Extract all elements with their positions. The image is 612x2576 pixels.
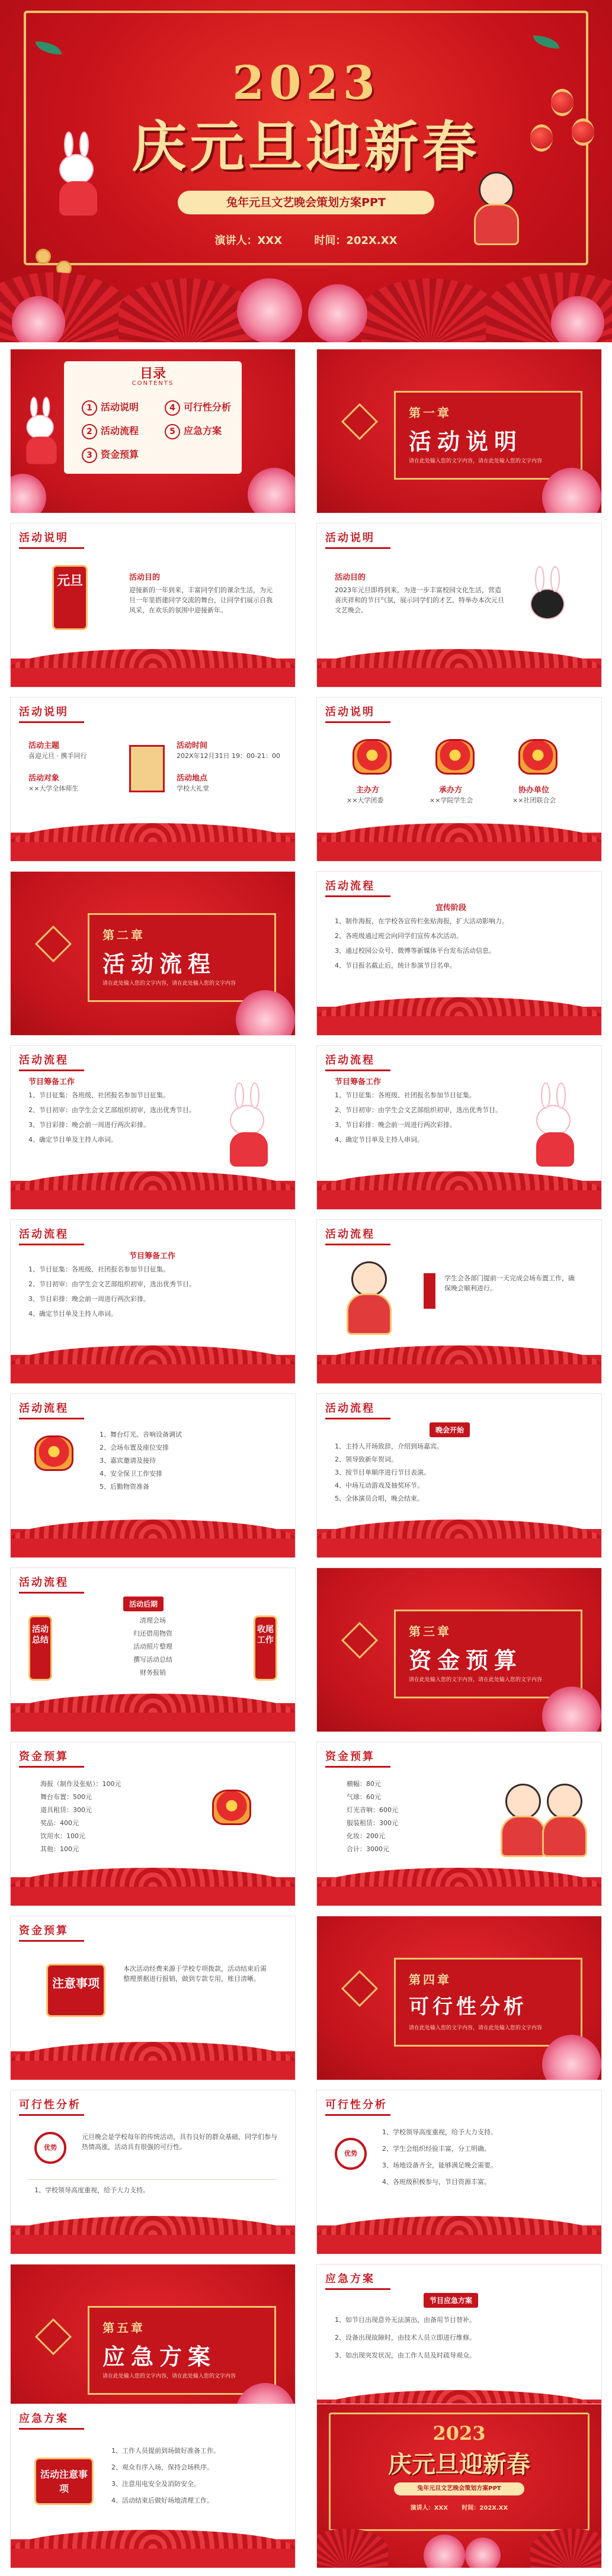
slide-title: 活动说明 [19, 529, 84, 549]
cover-slide [0, 0, 612, 342]
subhead: 节目筹备工作 [28, 1078, 75, 1087]
chinese-knot-icon [341, 1622, 378, 1659]
cover-subtitle: 兔年元旦文艺晚会策划方案PPT [178, 191, 434, 214]
slide-title: 活动流程 [19, 1052, 84, 1071]
chapter-desc: 请在此处输入您的文字内容，请在此处输入您的文字内容 [409, 1677, 543, 1683]
toc-item-5[interactable]: 5 应急方案 [165, 423, 222, 439]
slide-title: 活动流程 [325, 878, 390, 897]
chapter-box [88, 913, 276, 1002]
list-item: 2、节目初审：由学生会文艺部组织初审，选出优秀节目。 [28, 1106, 196, 1114]
chinese-knot-icon [35, 926, 72, 962]
list-item: 1、工作人员提前到场做好准备工作。 [111, 2447, 220, 2455]
subhead: 节目筹备工作 [335, 1078, 382, 1087]
flow-slide-3 [317, 1046, 601, 1209]
flow-slide-5 [317, 1220, 601, 1383]
list-item: 1、主持人开场致辞，介绍到场嘉宾。 [335, 1443, 443, 1450]
slide-title: 应急方案 [19, 2410, 84, 2430]
subhead: 节目筹备工作 [129, 1252, 176, 1261]
time-label: 时间：202X.XX [314, 235, 398, 247]
section-pill: 节目应急方案 [424, 2293, 478, 2308]
chapter-name: 应急方案 [102, 2343, 217, 2370]
peony-decoration [237, 278, 302, 342]
chapter-box [394, 1610, 582, 1698]
chinese-knot-icon [341, 403, 378, 440]
list-item: 3、节目彩排：晚会前一周进行两次彩排。 [335, 1121, 456, 1129]
presenter-label: 演讲人：XXX [410, 2505, 448, 2511]
peony-decoration [248, 468, 295, 513]
child-illustration [542, 1784, 587, 1857]
list-item: 化妆：200元 [347, 1832, 385, 1840]
cover-year: 2023 [232, 56, 380, 110]
list-item: 4、确定节目单及主持人串词。 [28, 1136, 117, 1144]
time-label: 时间：202X.XX [462, 2505, 508, 2511]
lion-dance-icon [212, 1790, 251, 1825]
list-item: 2、节目初审：由学生会文艺部组织初审，选出优秀节目。 [335, 1106, 502, 1114]
list-item: 海报（制作及张贴）：100元 [40, 1780, 121, 1788]
chapter-number: 第二章 [102, 928, 145, 942]
chapter-name: 可行性分析 [409, 1995, 527, 2019]
list-item: 合计：3000元 [347, 1845, 389, 1853]
chapter-1-slide [317, 349, 601, 513]
rabbit-illustration [26, 415, 56, 464]
slide-title: 活动说明 [325, 529, 390, 549]
slide-title: 可行性分析 [325, 2096, 390, 2116]
slide-title: 活动说明 [19, 704, 84, 723]
unit-role: 主办方 [356, 786, 380, 795]
toc-item-1[interactable]: 1 活动说明 [82, 400, 139, 416]
slide-title: 资金预算 [19, 1922, 84, 1942]
chapter-3-slide [317, 1568, 601, 1732]
chapter-box [88, 2306, 276, 2395]
body-text: 学生会各部门提前一天完成会场布置工作，确保晚会顺利进行。 [444, 1274, 575, 1292]
desc-slide-1 [11, 523, 295, 687]
desc-slide-4 [317, 698, 601, 861]
list-item: 2、节目初审：由学生会文艺部组织初审，选出优秀节目。 [28, 1280, 196, 1288]
list-item: 其他：100元 [40, 1845, 79, 1853]
chapter-number: 第一章 [409, 406, 451, 420]
slide-title: 活动流程 [325, 1226, 390, 1245]
unit-role: 协办单位 [518, 786, 550, 795]
list-item: 1、节目征集：各班级、社团报名参加节目征集。 [28, 1091, 169, 1099]
list-item: 归还借用物资 [133, 1630, 172, 1637]
subhead: 活动目的 [335, 573, 366, 582]
coin-icon [36, 249, 51, 264]
list-item: 4、确定节目单及主持人串词。 [335, 1136, 424, 1144]
list-item: 1、节目征集：各班级、社团报名参加节目征集。 [28, 1265, 169, 1273]
emergency-slide-2 [11, 2404, 295, 2568]
toc-subtitle: CONTENTS [132, 380, 174, 387]
list-item: 4、安全保卫工作安排 [100, 1470, 162, 1477]
rabbit-illustration [59, 154, 97, 216]
flow-slide-4 [11, 1220, 295, 1383]
chapter-desc: 请在此处输入您的文字内容，请在此处输入您的文字内容 [102, 981, 236, 987]
list-item: 2、观众有序入场，保持会场秩序。 [111, 2463, 213, 2471]
list-item: 2、学生会组织经验丰富，分工明确。 [382, 2145, 491, 2153]
list-item: 2、会场布置及座位安排 [100, 1444, 169, 1451]
rabbit-illustration [530, 589, 565, 619]
body-text: 本次活动经费来源于学校专项拨款，活动结束后需整理票据进行报销，做到专款专用，账目清晰。 [123, 1965, 267, 1983]
subhead: 活动主题 [28, 741, 60, 750]
desc-slide-2 [317, 523, 601, 687]
badge-circle: 优势 [34, 2132, 66, 2164]
toc-item-4[interactable]: 4 可行性分析 [165, 400, 231, 416]
body-text: 202X年12月31日 19：00-21：00 [177, 752, 280, 760]
rabbit-illustration [230, 1105, 268, 1167]
slide-title: 活动说明 [325, 704, 390, 723]
list-item: 3、节目彩排：晚会前一周进行两次彩排。 [28, 1121, 150, 1129]
flow-slide-6 [11, 1394, 295, 1557]
slide-title: 资金预算 [19, 1748, 84, 1768]
emergency-slide-1 [317, 2265, 601, 2428]
flow-slide-1 [317, 872, 601, 1035]
chapter-box [394, 1958, 582, 2047]
list-item: 气球：60元 [347, 1793, 381, 1801]
body-text: 迎接新的一年到来，丰富同学们的课余生活，为元旦一年里搭建同学交流的舞台，让同学们展示自我风采，在欢乐的氛围中迎接新年。 [129, 586, 273, 614]
list-item: 2、领导致新年贺词。 [335, 1456, 398, 1463]
chapter-number: 第五章 [102, 2321, 145, 2335]
chinese-knot-icon [341, 1970, 378, 2007]
fan-decoration [530, 2529, 601, 2568]
budget-slide-3 [11, 1916, 295, 2080]
list-item: 清理会场 [140, 1617, 166, 1624]
list-item: 横幅：80元 [347, 1780, 381, 1788]
list-item: 撰写活动总结 [133, 1656, 172, 1663]
toc-item-3[interactable]: 3 资金预算 [82, 447, 139, 463]
chapter-desc: 请在此处输入您的文字内容，请在此处输入您的文字内容 [409, 458, 543, 464]
presenter-label: 演讲人：XXX [214, 235, 283, 247]
fan-decoration [361, 278, 498, 342]
chinese-knot-icon [35, 2318, 72, 2355]
red-tag [424, 1273, 435, 1309]
ending-year: 2023 [432, 2422, 486, 2445]
feasible-slide-2 [317, 2090, 601, 2254]
child-illustration [347, 1261, 392, 1335]
subhead: 活动目的 [129, 573, 161, 582]
chapter-name: 活动说明 [409, 428, 523, 455]
body-text: 2023年元旦即将到来，为进一步丰富校园文化生活，营造喜庆祥和的节日气氛，展示同学们的才艺，特举办本次元旦文艺晚会。 [335, 586, 504, 614]
lion-dance-icon [435, 739, 475, 775]
chapter-4-slide [317, 1916, 601, 2080]
subhead: 活动时间 [177, 741, 208, 750]
subhead: 活动地点 [177, 774, 208, 783]
slide-title: 资金预算 [325, 1748, 390, 1768]
list-item: 3、如出现突发状况，由工作人员及时疏导观众。 [335, 2352, 476, 2359]
list-item: 1、制作海报，在学校各宣传栏张贴海报，扩大活动影响力。 [335, 917, 508, 925]
list-item: 2、各班级通过班会向同学们宣传本次活动。 [335, 932, 463, 940]
notice-box: 活动注意事项 [34, 2458, 94, 2505]
list-item: 4、中场互动游戏及抽奖环节。 [335, 1482, 424, 1489]
slide-title: 活动流程 [19, 1400, 84, 1419]
slide-title: 活动流程 [19, 1226, 84, 1245]
body-text: 喜迎元旦 · 携手同行 [28, 752, 87, 760]
ending-slide [317, 2404, 601, 2568]
chapter-2-slide [11, 872, 295, 1035]
list-item: 道具租赁：300元 [40, 1806, 92, 1814]
section-pill: 活动后期 [123, 1597, 164, 1611]
scroll-icon [129, 745, 165, 792]
child-illustration [501, 1784, 546, 1857]
list-item: 奖品：400元 [40, 1819, 79, 1827]
list-item: 舞台布置：500元 [40, 1793, 92, 1801]
chapter-number: 第三章 [409, 1624, 451, 1639]
notice-box: 注意事项 [46, 1964, 105, 2017]
list-item: 4、确定节目单及主持人串词。 [28, 1310, 117, 1318]
list-item: 3、通过校园公众号、微博等新媒体平台发布活动信息。 [335, 947, 495, 955]
list-item: 3、嘉宾邀请及接待 [100, 1457, 156, 1464]
list-item: 5、后勤物资准备 [100, 1483, 149, 1491]
budget-slide-2 [317, 1742, 601, 1906]
unit-name: ××学院学生会 [430, 796, 473, 804]
list-item: 2、设备出现故障时，由技术人员立即进行维修。 [335, 2334, 476, 2341]
toc-title: 目录 [139, 367, 166, 381]
chapter-box [394, 391, 582, 480]
list-item: 饮用水：100元 [40, 1832, 85, 1840]
list-item: 1、舞台灯光、音响设备调试 [100, 1431, 182, 1438]
ending-meta [317, 2503, 601, 2511]
chapter-name: 活动流程 [102, 950, 217, 977]
flow-slide-7 [317, 1394, 601, 1557]
desc-slide-3 [11, 698, 295, 861]
ending-subtitle: 兔年元旦文艺晚会策划方案PPT [394, 2482, 524, 2495]
unit-name: ××大学团委 [347, 796, 384, 804]
subhead: 宣传阶段 [435, 904, 467, 913]
lion-dance-icon [353, 739, 392, 775]
toc-item-2[interactable]: 2 活动流程 [82, 423, 139, 439]
list-item: 3、场地设备齐全，能够满足晚会需要。 [382, 2161, 497, 2169]
badge-yuandan: 元旦 [52, 565, 88, 630]
list-item: 1、学校领导高度重视，给予大力支持。 [382, 2128, 497, 2136]
list-item: 4、活动结束后做好场地清理工作。 [111, 2497, 213, 2504]
peony-decoration [11, 474, 46, 513]
section-pill: 晚会开始 [430, 1422, 470, 1437]
list-item: 1、节目征集：各班级、社团报名参加节目征集。 [335, 1091, 476, 1099]
fan-decoration [118, 278, 255, 342]
body-text: ××大学全体师生 [28, 785, 79, 792]
body-text: 元旦晚会是学校每年的传统活动，具有良好的群众基础，同学们参与热情高涨，活动具有很强的可行性。 [82, 2133, 277, 2151]
cover-meta [0, 232, 612, 248]
list-item: 活动照片整理 [133, 1643, 172, 1650]
slide-title: 可行性分析 [19, 2096, 84, 2116]
list-item: 财务报销 [140, 1669, 166, 1676]
badge-circle: 优势 [335, 2138, 367, 2170]
list-item: 3、按节目单顺序进行节目表演。 [335, 1469, 430, 1476]
list-item: 4、各班级积极参与，节目资源丰富。 [382, 2178, 491, 2186]
budget-slide-1 [11, 1742, 295, 1906]
feasible-slide-1 [11, 2090, 295, 2254]
side-box: 活动总结 [28, 1615, 52, 1681]
cover-title: 庆元旦迎新春 [132, 115, 480, 179]
unit-role: 承办方 [439, 786, 463, 795]
slide-title: 活动流程 [325, 1052, 390, 1071]
chapter-desc: 请在此处输入您的文字内容，请在此处输入您的文字内容 [409, 2025, 543, 2031]
list-item: 1、如节目出现意外无法演出，由备用节目替补。 [335, 2316, 476, 2324]
list-item: 灯光音响：600元 [347, 1806, 398, 1814]
ending-title: 庆元旦迎新春 [388, 2450, 530, 2478]
list-item: 3、节目彩排：晚会前一周进行两次彩排。 [28, 1295, 150, 1303]
lion-dance-icon [34, 1435, 73, 1471]
fan-decoration [317, 2529, 388, 2568]
flow-slide-2 [11, 1046, 295, 1209]
slide-title: 活动流程 [19, 1574, 84, 1594]
chapter-name: 资金预算 [409, 1647, 523, 1674]
child-illustration [474, 172, 519, 245]
chapter-number: 第四章 [409, 1973, 451, 1987]
chapter-5-slide [11, 2265, 295, 2428]
rabbit-illustration [536, 1105, 574, 1167]
subhead: 活动对象 [28, 774, 60, 783]
list-item: 3、注意用电安全及消防安全。 [111, 2480, 200, 2488]
list-item: 5、全体演员合唱，晚会结束。 [335, 1495, 424, 1502]
slide-title: 应急方案 [325, 2270, 390, 2290]
body-text: 学校大礼堂 [177, 785, 209, 792]
toc-slide [11, 349, 295, 513]
chapter-desc: 请在此处输入您的文字内容，请在此处输入您的文字内容 [102, 2373, 236, 2379]
flow-slide-8 [11, 1568, 295, 1732]
side-box: 收尾工作 [254, 1615, 277, 1681]
peony-decoration [424, 2535, 465, 2568]
list-item: 1、学校领导高度重视，给予大力支持。 [34, 2186, 149, 2194]
peony-decoration [308, 284, 367, 342]
slide-title: 活动流程 [325, 1400, 390, 1419]
lion-dance-icon [518, 739, 557, 775]
list-item: 4、节目报名截止后，统计参演节目名单。 [335, 962, 456, 969]
list-item: 服装租赁：300元 [347, 1819, 398, 1827]
unit-name: ××社团联合会 [512, 796, 556, 804]
peony-decoration [465, 2538, 501, 2568]
